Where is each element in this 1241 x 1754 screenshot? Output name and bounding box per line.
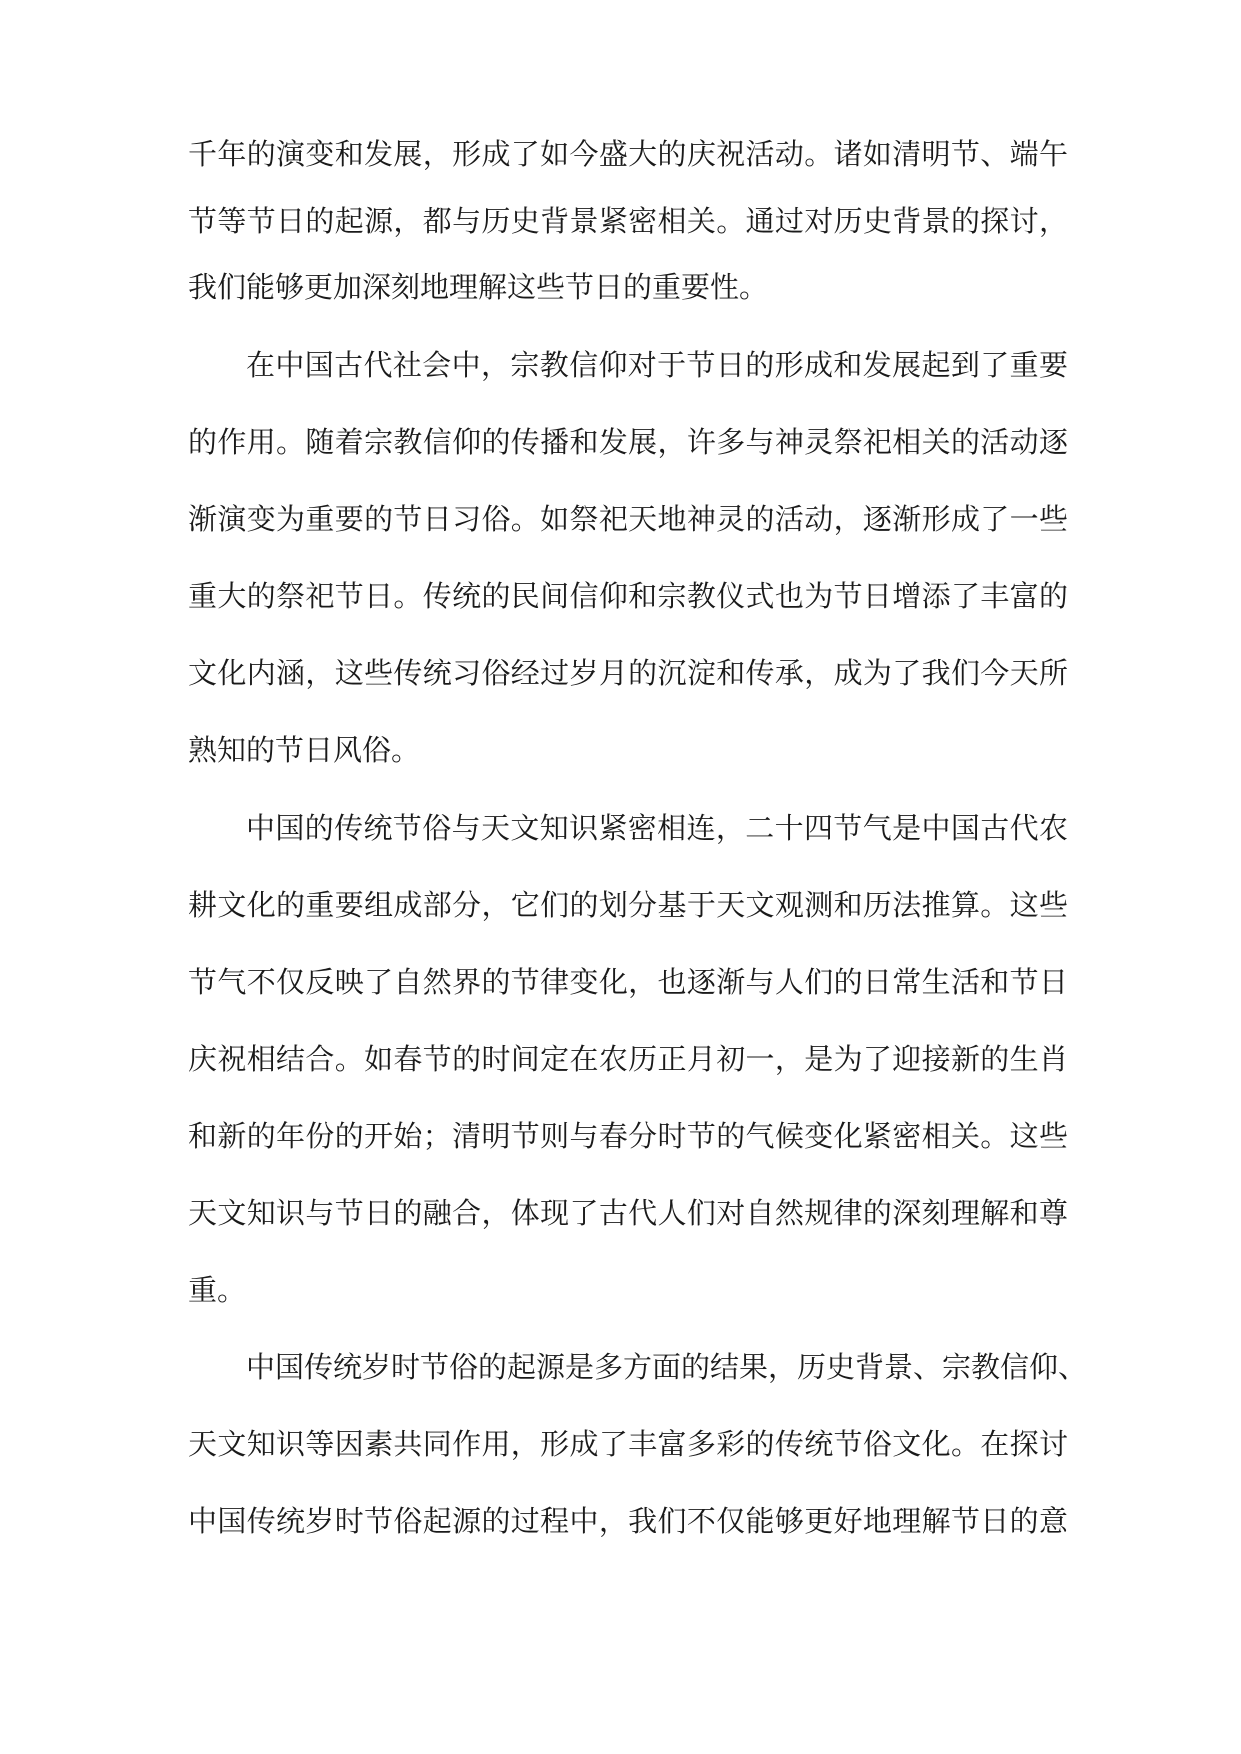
text-line: 庆祝相结合。如春节的时间定在农历正月初一，是为了迎接新的生肖 bbox=[188, 1042, 1068, 1076]
text-line: 的作用。随着宗教信仰的传播和发展，许多与神灵祭祀相关的活动逐 bbox=[188, 425, 1068, 459]
paragraph-first-line: 中国的传统节俗与天文知识紧密相连，二十四节气是中国古代农 bbox=[246, 811, 1068, 845]
text-line: 节气不仅反映了自然界的节律变化，也逐渐与人们的日常生活和节日 bbox=[188, 965, 1068, 999]
paragraph-first-line: 中国传统岁时节俗的起源是多方面的结果，历史背景、宗教信仰、 bbox=[246, 1350, 1088, 1384]
text-line: 天文知识与节日的融合，体现了古代人们对自然规律的深刻理解和尊 bbox=[188, 1196, 1068, 1230]
text-line: 我们能够更加深刻地理解这些节日的重要性。 bbox=[188, 270, 769, 304]
text-line: 节等节日的起源，都与历史背景紧密相关。通过对历史背景的探讨， bbox=[188, 204, 1068, 238]
text-line: 重大的祭祀节日。传统的民间信仰和宗教仪式也为节日增添了丰富的 bbox=[188, 579, 1068, 613]
text-line: 天文知识等因素共同作用，形成了丰富多彩的传统节俗文化。在探讨 bbox=[188, 1427, 1068, 1461]
text-line: 渐演变为重要的节日习俗。如祭祀天地神灵的活动，逐渐形成了一些 bbox=[188, 502, 1068, 536]
paragraph-first-line: 在中国古代社会中，宗教信仰对于节日的形成和发展起到了重要 bbox=[246, 348, 1068, 382]
text-line: 中国传统岁时节俗起源的过程中，我们不仅能够更好地理解节日的意 bbox=[188, 1504, 1068, 1538]
text-line: 熟知的节日风俗。 bbox=[188, 733, 421, 767]
text-line: 文化内涵，这些传统习俗经过岁月的沉淀和传承，成为了我们今天所 bbox=[188, 656, 1068, 690]
text-line: 和新的年份的开始；清明节则与春分时节的气候变化紧密相关。这些 bbox=[188, 1119, 1068, 1153]
text-line: 耕文化的重要组成部分，它们的划分基于天文观测和历法推算。这些 bbox=[188, 888, 1068, 922]
text-line: 千年的演变和发展，形成了如今盛大的庆祝活动。诸如清明节、端午 bbox=[188, 137, 1068, 171]
text-line: 重。 bbox=[188, 1273, 247, 1307]
